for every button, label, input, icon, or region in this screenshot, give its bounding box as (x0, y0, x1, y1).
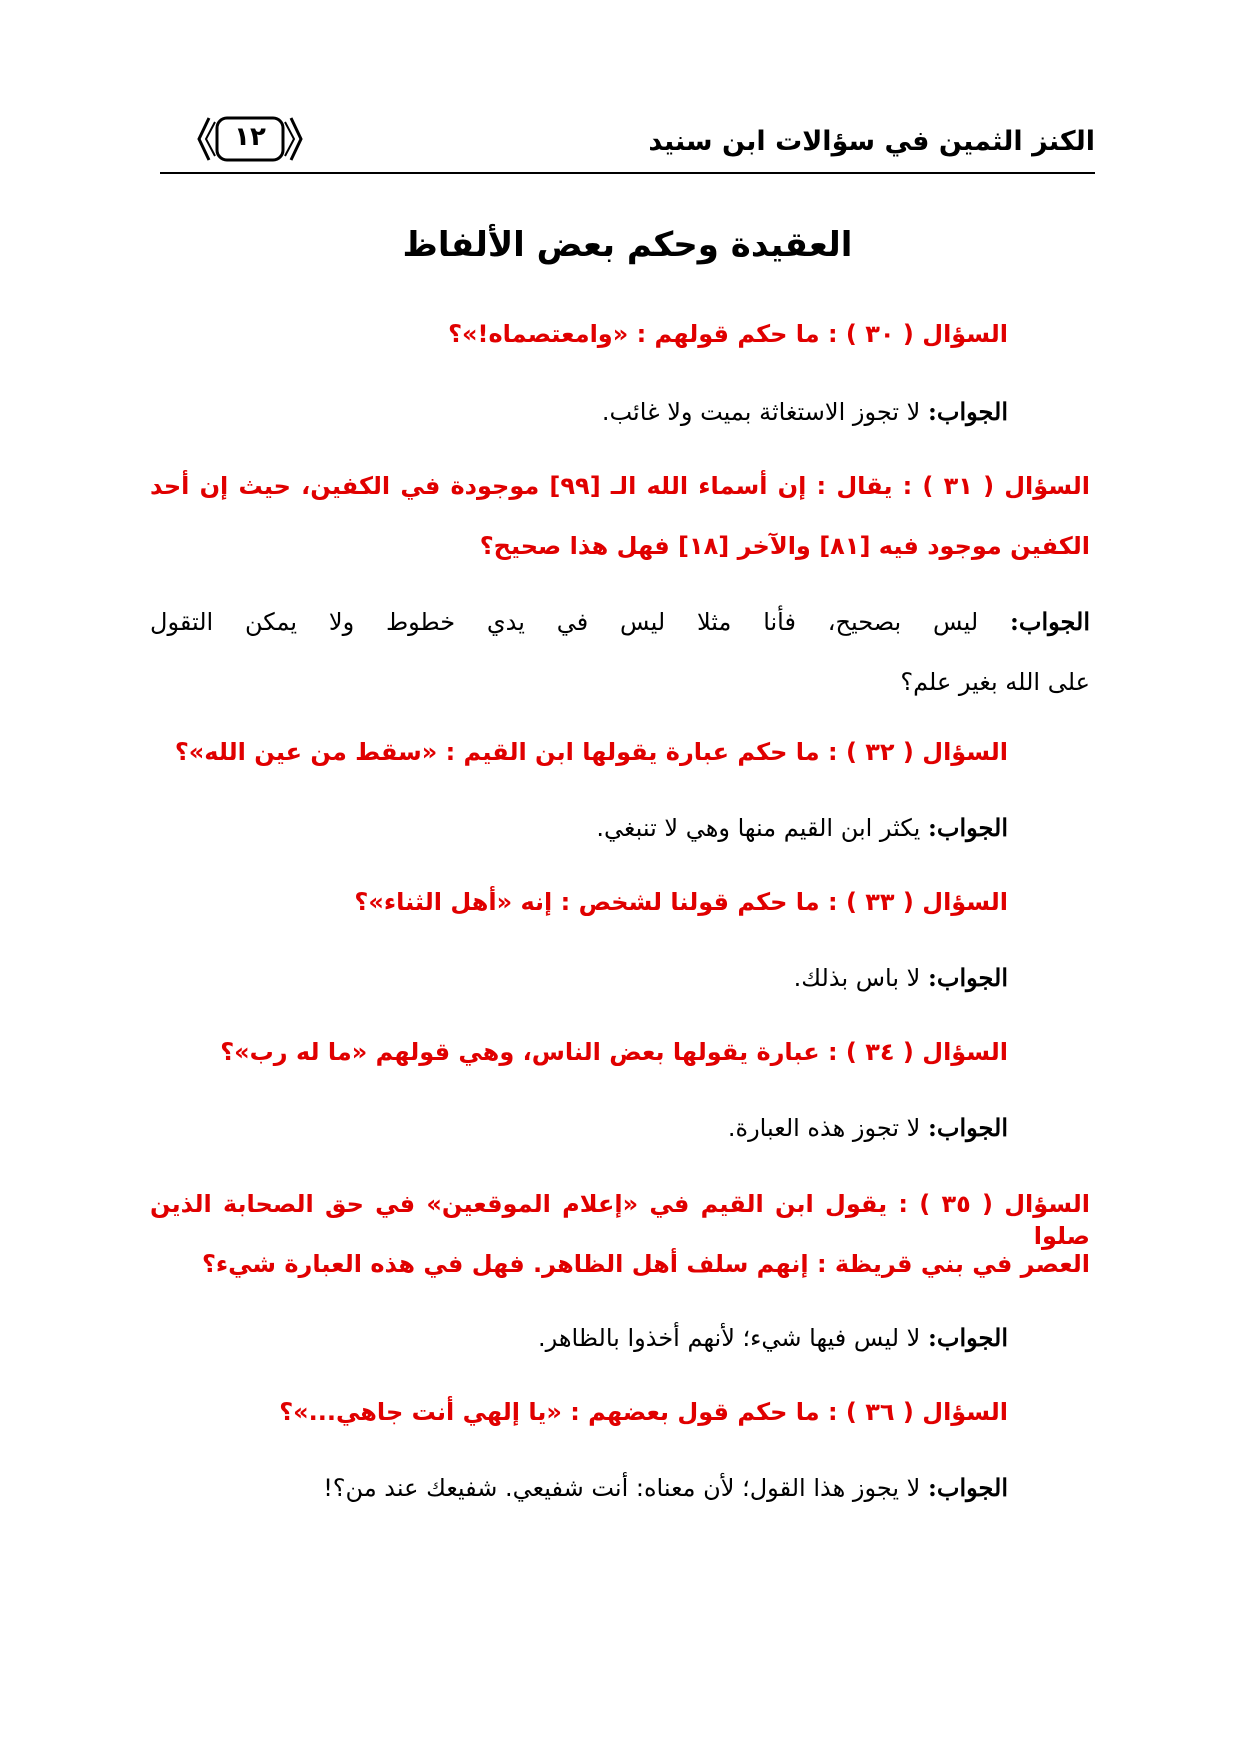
answer-30 (602, 396, 1008, 428)
page-number: ١٢ (234, 122, 266, 152)
answer-label: الجواب: (928, 1473, 1008, 1502)
answer-text: ليس بصحيح، فأنا مثلا ليس في يدي خطوط ولا يمكن التقول (150, 608, 979, 636)
page-number-badge (195, 114, 305, 164)
answer-text: لا تجوز هذه العبارة. (727, 1114, 921, 1142)
answer-label: الجواب: (928, 1113, 1008, 1142)
answer-33 (794, 962, 1008, 994)
answer-text: لا يجوز هذا القول؛ لأن معناه: أنت شفيعي. شفيعك عند من؟! (323, 1474, 921, 1502)
answer-32 (596, 812, 1008, 844)
page-header (160, 108, 1095, 174)
question-35-line-1: السؤال ( ٣٥ ) : يقول ابن القيم في «إعلام الموقعين» في حق الصحابة الذين صلوا (150, 1190, 1090, 1250)
answer-36 (323, 1472, 1008, 1504)
answer-label: الجواب: (1010, 607, 1090, 636)
answer-label: الجواب: (928, 963, 1008, 992)
question-31-line-1: السؤال ( ٣١ ) : يقال : إن أسماء الله الـ [٩٩] موجودة في الكفين، حيث إن أحد (150, 472, 1090, 500)
section-title: العقيدة وحكم بعض الألفاظ (402, 225, 853, 265)
answer-label: الجواب: (928, 1323, 1008, 1352)
answer-text: يكثر ابن القيم منها وهي لا تنبغي. (596, 814, 921, 842)
question-31-line-2: الكفين موجود فيه [٨١] والآخر [١٨] فهل هذا صحيح؟ (479, 532, 1090, 560)
answer-label: الجواب: (928, 813, 1008, 842)
answer-34 (728, 1112, 1008, 1144)
question-32: السؤال ( ٣٢ ) : ما حكم عبارة يقولها ابن القيم : «سقط من عين الله»؟ (174, 738, 1008, 766)
question-35-line-2: العصر في بني قريظة : إنهم سلف أهل الظاهر. فهل في هذه العبارة شيء؟ (201, 1250, 1090, 1278)
answer-31-line-2: على الله بغير علم؟ (900, 668, 1090, 696)
header-divider (160, 172, 1095, 174)
question-34: السؤال ( ٣٤ ) : عبارة يقولها بعض الناس، وهي قولهم «ما له رب»؟ (220, 1038, 1008, 1066)
answer-text: لا ليس فيها شيء؛ لأنهم أخذوا بالظاهر. (538, 1324, 921, 1352)
answer-text: لا باس بذلك. (793, 964, 921, 992)
answer-label: الجواب: (928, 397, 1008, 426)
question-30: السؤال ( ٣٠ ) : ما حكم قولهم : «وامعتصماه!»؟ (448, 320, 1008, 348)
answer-35 (538, 1322, 1008, 1354)
answer-31-line-1 (150, 606, 1090, 638)
question-36: السؤال ( ٣٦ ) : ما حكم قول بعضهم : «يا إلهي أنت جاهي...»؟ (279, 1398, 1008, 1426)
book-title: الكنز الثمين في سؤالات ابن سنيد (648, 126, 1095, 157)
question-33: السؤال ( ٣٣ ) : ما حكم قولنا لشخص : إنه «أهل الثناء»؟ (354, 888, 1008, 916)
answer-text: لا تجوز الاستغاثة بميت ولا غائب. (601, 398, 921, 426)
